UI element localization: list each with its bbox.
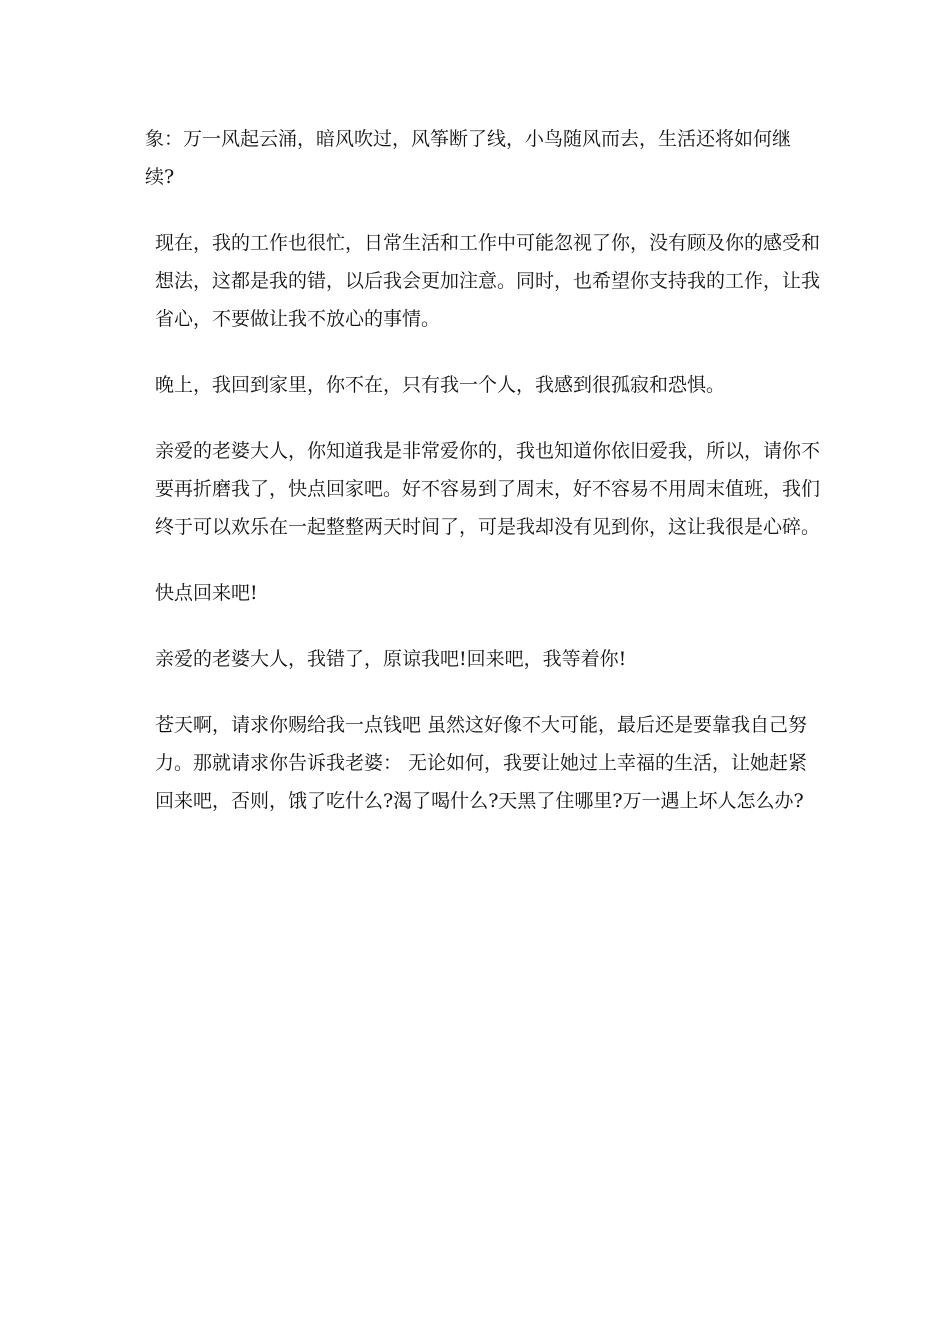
paragraph-7: 苍天啊，请求你赐给我一点钱吧 虽然这好像不大可能，最后还是要靠我自己努力。那就请求你告诉我老婆： 无论如何，我要让她过上幸福的生活，让她赶紧回来吧，否则，饿了吃什么?渴了喝什么?天黑了住哪里?万一遇上坏人怎么办?	[155, 714, 808, 812]
document-body	[145, 120, 820, 848]
paragraph-3: 晚上，我回到家里，你不在，只有我一个人，我感到很孤寂和恐惧。	[155, 374, 726, 396]
paragraph-2: 现在，我的工作也很忙，日常生活和工作中可能忽视了你，没有顾及你的感受和想法，这都是我的错，以后我会更加注意。同时，也希望你支持我的工作，让我省心，不要做让我不放心的事情。	[155, 232, 821, 330]
paragraph-6: 亲爱的老婆大人，我错了，原谅我吧!回来吧，我等着你!	[155, 648, 627, 670]
paragraph-5: 快点回来吧!	[155, 582, 258, 604]
paragraph-1: 象：万一风起云涌，暗风吹过，风筝断了线，小鸟随风而去，生活还将如何继续?	[145, 128, 792, 188]
paragraph-4: 亲爱的老婆大人，你知道我是非常爱你的，我也知道你依旧爱我，所以，请你不要再折磨我了，快点回家吧。好不容易到了周末，好不容易不用周末值班，我们终于可以欢乐在一起整整两天时间了，可是我却没有见到你，这让我很是心碎。	[155, 440, 821, 538]
